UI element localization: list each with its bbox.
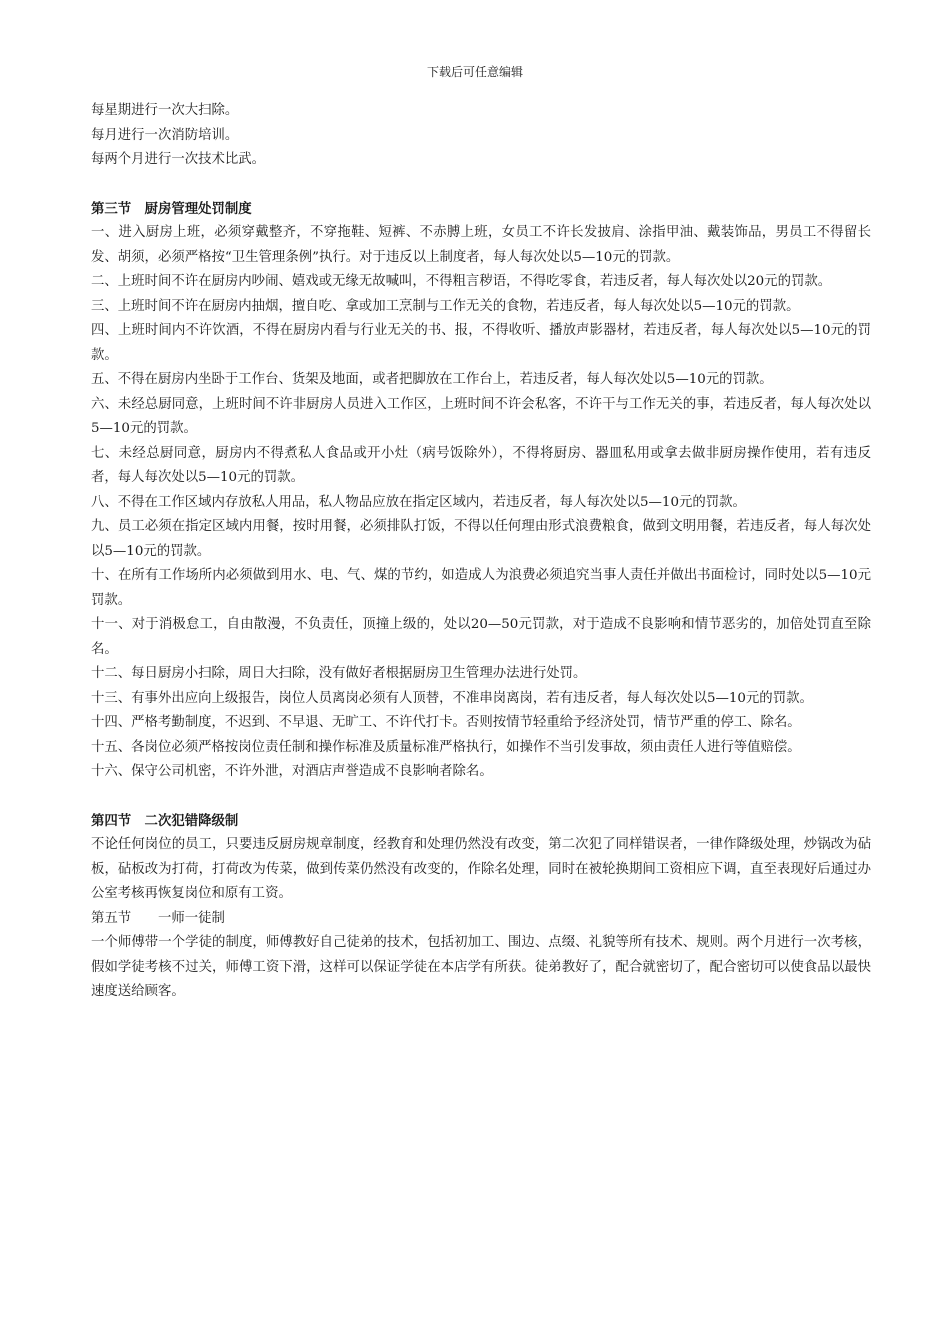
section3-title: 第三节 厨房管理处罚制度 — [91, 200, 252, 217]
intro-line: 每星期进行一次大扫除。 — [91, 103, 239, 118]
section3-item: 十一、对于消极怠工，自由散漫，不负责任，顶撞上级的，处以20—50元罚款，对于造成不良影响和情节恶劣的，加倍处罚直至除名。 — [91, 617, 871, 657]
section3-item: 十六、保守公司机密，不许外泄，对酒店声誉造成不良影响者除名。 — [91, 764, 493, 779]
spacer — [91, 173, 871, 197]
spacer — [91, 785, 871, 809]
section3-item: 四、上班时间内不许饮酒，不得在厨房内看与行业无关的书、报，不得收听、播放声影器材，若违反者，每人每次处以5—10元的罚款。 — [91, 323, 871, 363]
section3-item: 九、员工必须在指定区域内用餐，按时用餐，必须排队打饭，不得以任何理由形式浪费粮食，做到文明用餐，若违反者，每人每次处以5—10元的罚款。 — [91, 519, 871, 559]
section3-item: 八、不得在工作区域内存放私人用品，私人物品应放在指定区域内，若违反者，每人每次处以5—10元的罚款。 — [91, 494, 746, 510]
section5-title: 第五节 一师一徒制 — [91, 910, 225, 926]
section4-title: 第四节 二次犯错降级制 — [91, 812, 239, 829]
section3-item: 五、不得在厨房内坐卧于工作台、货架及地面，或者把脚放在工作台上，若违反者，每人每次处以5—10元的罚款。 — [91, 372, 773, 387]
section3-item: 二、上班时间不许在厨房内吵闹、嬉戏或无缘无故喊叫，不得粗言秽语，不得吃零食，若违反者，每人每次处以20元的罚款。 — [91, 274, 832, 289]
section3-item: 十四、严格考勤制度，不迟到、不早退、无旷工、不许代打卡。否则按情节轻重给予经济处罚，情节严重的停工、除名。 — [91, 715, 801, 730]
intro-line: 每月进行一次消防培训。 — [91, 127, 239, 143]
section3-item: 一、进入厨房上班，必须穿戴整齐，不穿拖鞋、短裤、不赤膊上班，女员工不许长发披肩、涂指甲油、戴装饰品，男员工不得留长发、胡须，必须严格按“卫生管理条例”执行。对于违反以上制度者，每人每次处以5—10元的罚款。 — [91, 225, 871, 265]
section3-item: 十三、有事外出应向上级报告，岗位人员离岗必须有人顶替，不准串岗离岗，若有违反者，每人每次处以5—10元的罚款。 — [91, 690, 813, 706]
page-header: 下载后可任意编辑 — [426, 65, 523, 79]
section3-item: 十、在所有工作场所内必须做到用水、电、气、煤的节约，如造成人为浪费必须追究当事人责任并做出书面检讨，同时处以5—10元罚款。 — [91, 568, 871, 608]
section3-item: 十五、各岗位必须严格按岗位责任制和操作标准及质量标准严格执行，如操作不当引发事故，须由责任人进行等值赔偿。 — [91, 739, 801, 755]
section4-body: 不论任何岗位的员工，只要违反厨房规章制度，经教育和处理仍然没有改变，第二次犯了同样错误者，一律作降级处理，炒锅改为砧板，砧板改为打荷，打荷改为传菜，做到传菜仍然没有改变的，作除名处理，同时在被轮换期间工资相应下调，直至表现好后通过办公室考核再恢复岗位和原有工资。 — [91, 837, 871, 901]
document-body — [91, 99, 871, 1005]
section3-item: 六、未经总厨同意，上班时间不许非厨房人员进入工作区，上班时间不许会私客，不许干与工作无关的事，若违反者，每人每次处以5—10元的罚款。 — [91, 396, 871, 436]
section5-body: 一个师傅带一个学徒的制度，师傅教好自己徒弟的技术，包括初加工、围边、点缀、礼貌等所有技术、规则。两个月进行一次考核，假如学徒考核不过关，师傅工资下滑，这样可以保证学徒在本店学有所获。徒弟教好了，配合就密切了，配合密切可以使食品以最快速度送给顾客。 — [91, 935, 871, 999]
intro-line: 每两个月进行一次技术比武。 — [91, 152, 266, 167]
section3-item: 三、上班时间不许在厨房内抽烟，擅自吃、拿或加工烹制与工作无关的食物，若违反者，每人每次处以5—10元的罚款。 — [91, 298, 800, 314]
section3-item: 十二、每日厨房小扫除，周日大扫除，没有做好者根据厨房卫生管理办法进行处罚。 — [91, 666, 587, 681]
section3-item: 七、未经总厨同意，厨房内不得煮私人食品或开小灶（病号饭除外），不得将厨房、器皿私用或拿去做非厨房操作使用，若有违反者，每人每次处以5—10元的罚款。 — [91, 445, 871, 485]
